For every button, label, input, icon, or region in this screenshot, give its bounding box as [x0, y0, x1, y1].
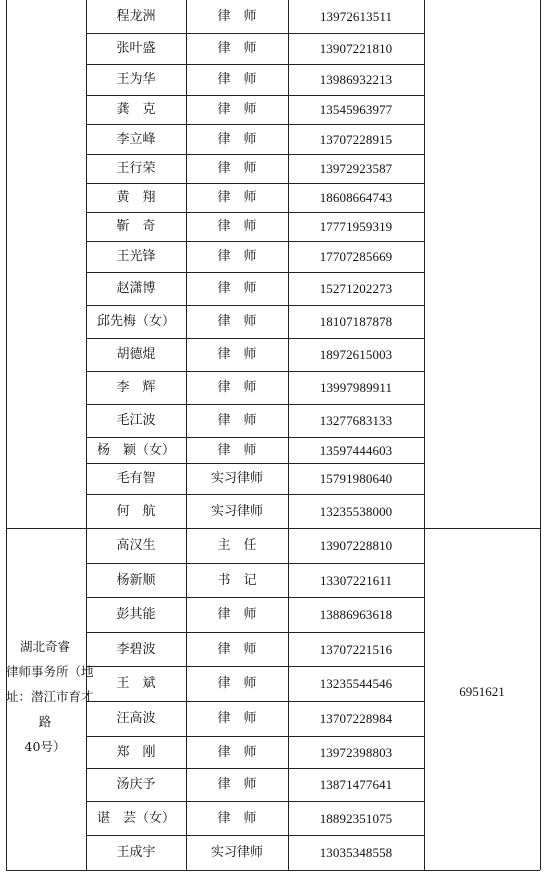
lawyer-role: 律 师: [217, 249, 257, 264]
lawyer-name: 何 航: [116, 503, 156, 519]
lawyer-name: 邱先梅（女）: [96, 314, 175, 329]
lawyer-name: 靳 奇: [116, 219, 156, 234]
lawyer-phone: 18608664743: [319, 190, 393, 205]
lawyer-role: 主 任: [217, 538, 257, 553]
lawyer-phone: 13707228984: [319, 711, 393, 726]
lawyer-role: 律 师: [217, 161, 257, 176]
lawyer-phone: 13886963618: [319, 607, 393, 622]
lawyer-role: 律 师: [217, 413, 257, 428]
lawyer-role: 律 师: [217, 711, 257, 726]
table-right-border: [540, 0, 541, 870]
lawyer-phone: 13307221611: [319, 572, 393, 588]
lawyer-role: 律 师: [217, 380, 257, 395]
lawyer-role: 律 师: [217, 72, 257, 87]
lawyer-phone: 13986932213: [319, 72, 393, 87]
firm-name-address: [6, 634, 94, 759]
lawyer-name: 汤庆予: [116, 777, 156, 792]
lawyer-role: 律 师: [217, 347, 257, 362]
lawyer-role: 律 师: [217, 190, 257, 205]
lawyer-name: 毛江波: [116, 413, 156, 428]
lawyer-phone: 18892351075: [319, 810, 393, 826]
lawyer-role: 律 师: [217, 810, 257, 826]
column-divider: [424, 0, 425, 870]
lawyer-phone: 13907228810: [319, 538, 393, 553]
lawyer-name: 张叶盛: [116, 41, 156, 56]
lawyer-phone: 13707221516: [319, 641, 393, 657]
lawyer-role: 书 记: [217, 572, 257, 588]
lawyer-phone: 18107187878: [319, 314, 393, 329]
lawyer-name: 王行荣: [116, 161, 156, 176]
lawyer-name: 黄 翔: [116, 190, 156, 205]
lawyer-role: 实习律师: [210, 503, 263, 519]
firm-line: 湖北奇睿: [19, 639, 70, 654]
lawyer-name: 王 斌: [116, 676, 156, 691]
lawyer-phone: 13907221810: [319, 41, 393, 56]
firm-line: 40号）: [24, 739, 66, 754]
lawyer-role: 律 师: [217, 607, 257, 622]
lawyer-name: 程龙洲: [116, 9, 156, 24]
lawyer-phone: 13871477641: [319, 777, 393, 792]
lawyer-role: 律 师: [217, 9, 257, 24]
lawyer-role: 律 师: [217, 641, 257, 657]
lawyer-role: 律 师: [217, 676, 257, 691]
lawyer-name: 李碧波: [116, 641, 156, 657]
lawyer-phone: 13972398803: [319, 744, 393, 760]
lawyer-name: 彭其能: [116, 607, 156, 622]
lawyer-name: 郑 刚: [116, 744, 156, 760]
firm-line: 路: [38, 714, 52, 729]
lawyer-phone: 13235544546: [319, 676, 393, 691]
lawyer-phone: 13545963977: [319, 102, 393, 117]
lawyer-name: 毛有智: [116, 471, 156, 486]
lawyer-name: 李 辉: [116, 380, 156, 395]
lawyer-role: 律 师: [217, 744, 257, 760]
lawyer-role: 律 师: [217, 102, 257, 117]
lawyer-name: 李立峰: [116, 131, 156, 147]
lawyer-name: 龚 克: [116, 102, 156, 117]
lawyer-name: 高汉生: [116, 538, 156, 553]
lawyer-phone: 17707285669: [319, 249, 393, 264]
lawyer-phone: 13972923587: [319, 161, 393, 176]
lawyer-name: 杨新顺: [116, 572, 156, 588]
lawyer-role: 律 师: [217, 314, 257, 329]
firm-line: 址：潜江市育才: [6, 689, 94, 704]
firm-line: 律师事务所（地: [6, 664, 94, 679]
lawyer-role: 实习律师: [210, 845, 263, 860]
lawyer-role: 律 师: [217, 219, 257, 234]
lawyer-role: 律 师: [217, 131, 257, 147]
lawyer-phone: 18972615003: [319, 347, 393, 362]
lawyer-name: 王为华: [116, 72, 156, 87]
lawyer-phone: 15791980640: [319, 471, 393, 486]
lawyer-phone: 13707228915: [319, 131, 393, 147]
lawyer-role: 律 师: [217, 442, 257, 458]
lawyer-name: 胡德焜: [116, 347, 156, 362]
lawyer-phone: 15271202273: [319, 281, 393, 296]
lawyer-phone: 13597444603: [319, 442, 393, 458]
lawyer-phone: 13972613511: [319, 9, 393, 24]
lawyer-name: 谌 芸（女）: [96, 810, 175, 826]
lawyer-name: 王光锋: [116, 249, 156, 264]
table-bottom-border: [6, 870, 540, 871]
lawyer-phone: 13997989911: [319, 380, 393, 395]
lawyer-phone: 13277683133: [319, 413, 393, 428]
lawyer-role: 实习律师: [210, 471, 263, 486]
lawyer-role: 律 师: [217, 777, 257, 792]
lawyer-role: 律 师: [217, 41, 257, 56]
lawyer-role: 律 师: [217, 281, 257, 296]
office-phone: 6951621: [459, 684, 505, 699]
lawyer-name: 汪高波: [116, 711, 156, 726]
lawyer-name: 王成宇: [116, 845, 156, 860]
lawyer-name: 赵潇博: [116, 281, 156, 296]
lawyer-phone: 13035348558: [319, 845, 393, 860]
lawyer-phone: 13235538000: [319, 503, 393, 519]
lawyer-name: 杨 颖（女）: [96, 442, 175, 458]
lawyer-phone: 17771959319: [319, 219, 393, 234]
